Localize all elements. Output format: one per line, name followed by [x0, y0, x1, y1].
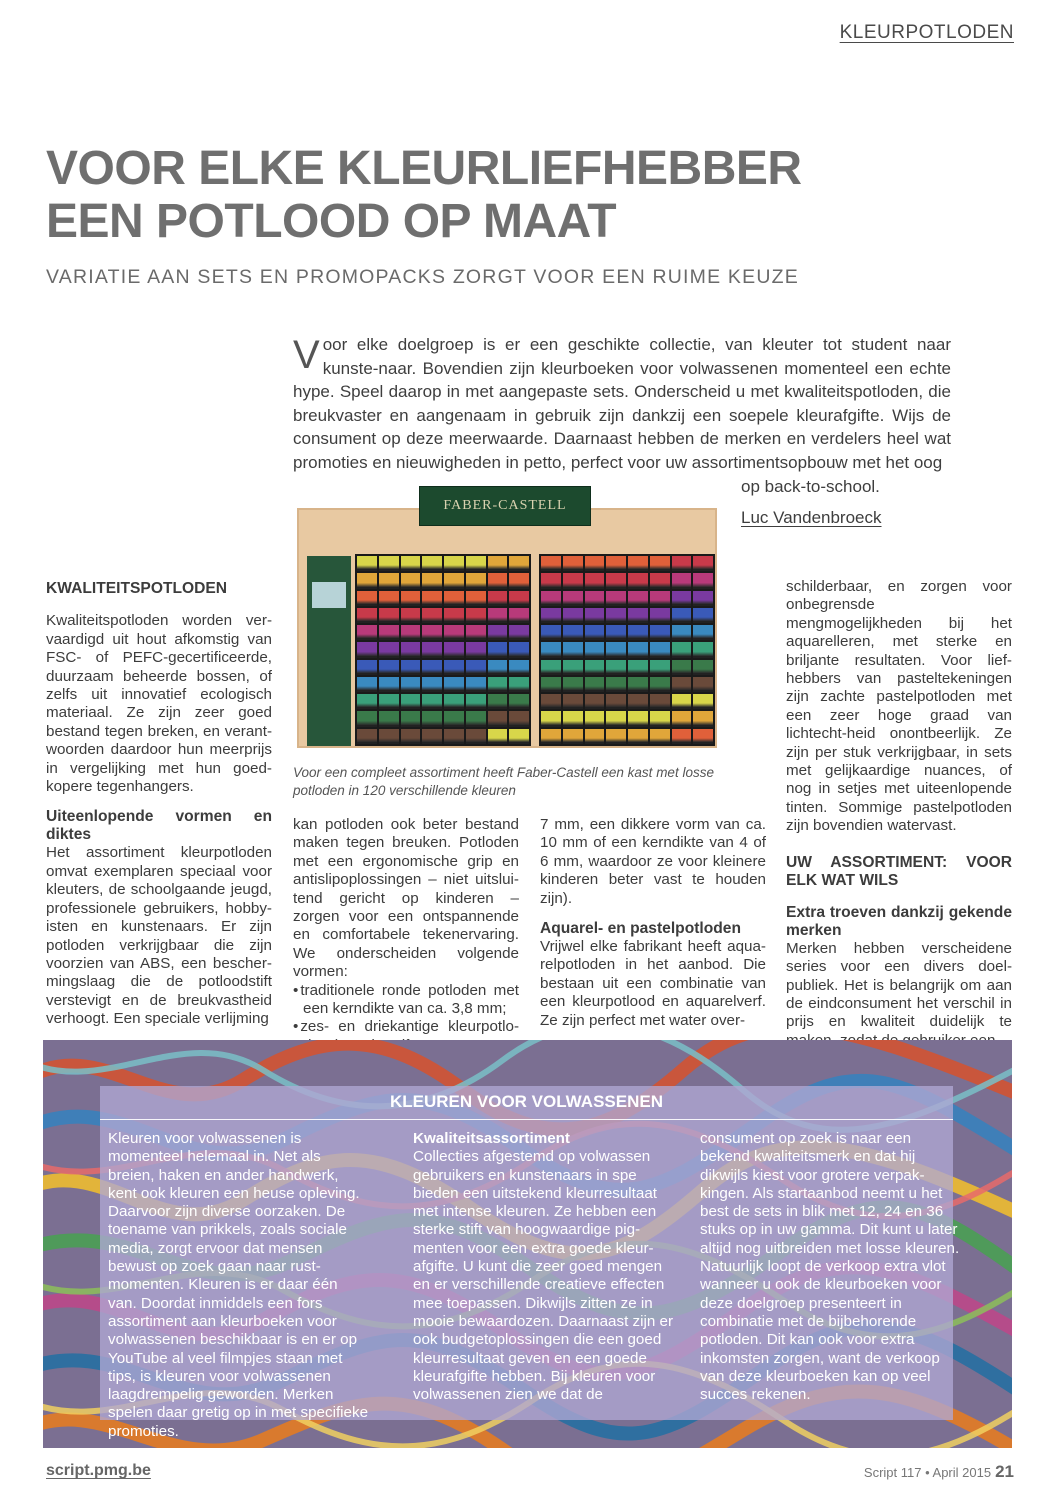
pencil-slot: [357, 729, 377, 744]
pencil-slot: [422, 573, 442, 588]
pencil-slot: [541, 711, 561, 726]
pencil-slot: [585, 660, 605, 675]
pencil-slot: [672, 677, 692, 692]
boxout-column-3: [700, 1130, 962, 1404]
pencil-slot: [563, 642, 583, 657]
pencil-slot: [509, 642, 529, 657]
pencil-slot: [563, 573, 583, 588]
pencil-slot: [650, 660, 670, 675]
pencil-slot: [563, 625, 583, 640]
pencil-slot: [401, 573, 421, 588]
headline-line-2: EEN POTLOOD OP MAAT: [46, 195, 617, 248]
pencil-slot: [585, 694, 605, 709]
pencil-slot: [693, 729, 713, 744]
pencil-slot: [628, 729, 648, 744]
pencil-slot: [466, 625, 486, 640]
pencil-slot: [650, 608, 670, 623]
pencil-slot: [379, 677, 399, 692]
pencil-slot: [379, 625, 399, 640]
list-item: • traditionele ronde potloden met een kerndikte van ca. 3,8 mm;: [293, 982, 519, 1019]
pencil-slot: [444, 591, 464, 606]
pencil-slot: [541, 556, 561, 571]
pencil-slot: [466, 591, 486, 606]
paragraph: Vrijwel elke fabrikant heeft aqua-relpotloden in het aanbod. Die bestaan uit een combinatie van een kleurpotlood en aquarelverf. Ze zijn perfect met water over-: [540, 938, 766, 1029]
pencil-slot: [488, 729, 508, 744]
pencil-slot: [672, 711, 692, 726]
pencil-slot: [401, 591, 421, 606]
issue-label: Script 117 • April 2015: [863, 1465, 992, 1480]
pencil-slot: [379, 608, 399, 623]
subheading: Aquarel- en pastelpotloden: [540, 920, 742, 938]
pencil-slot: [357, 591, 377, 606]
pencil-slot: [509, 694, 529, 709]
column-1: [46, 580, 272, 1029]
pencil-slot: [401, 711, 421, 726]
pencil-slot: [466, 556, 486, 571]
pencil-slot: [466, 677, 486, 692]
pencil-slot: [379, 729, 399, 744]
page-number: 21: [995, 1462, 1014, 1481]
pencil-slot: [444, 694, 464, 709]
intro-paragraph: [293, 333, 951, 475]
boxout-panel: [100, 1086, 960, 1440]
pencil-slot: [563, 711, 583, 726]
heading-assortiment: UW ASSORTIMENT: VOOR ELK WAT WILS: [786, 853, 1012, 889]
pencil-slot: [650, 556, 670, 571]
pencil-slot: [672, 591, 692, 606]
pencil-slot: [444, 556, 464, 571]
pencil-slot: [488, 573, 508, 588]
pencil-slot: [606, 642, 626, 657]
drop-cap: V: [293, 333, 320, 377]
paragraph: schilderbaar, en zorgen voor onbegrensde mengmogelijkheden bij het aquarelleren, met sterke en briljante resultaten. Voor lief-hebbers van pasteltekeningen zijn zachte pastelpotloden met een zeer hoge graad van lichtecht-heid onontbeerlijk. Ze zijn per stuk verkrijgbaar, in sets met gelijkaardige nuances, of nog in setjes met uiteenlopende tinten. Sommige pastelpotloden zijn bovendien watervast.: [786, 578, 1012, 835]
pencil-slot: [422, 660, 442, 675]
pencil-slot: [650, 642, 670, 657]
pencil-slot: [563, 556, 583, 571]
pencil-slot: [585, 677, 605, 692]
pencil-slot: [488, 660, 508, 675]
pencil-slot: [509, 591, 529, 606]
pencil-slot: [628, 591, 648, 606]
pencil-slot: [422, 677, 442, 692]
pencil-slot: [541, 660, 561, 675]
pencil-slot: [585, 642, 605, 657]
pencil-slot: [379, 556, 399, 571]
pencil-slot: [585, 625, 605, 640]
pencil-slot: [509, 711, 529, 726]
pencil-slot: [628, 677, 648, 692]
pencil-slot: [650, 591, 670, 606]
pencil-slot: [541, 608, 561, 623]
pencil-grid-right: [539, 554, 715, 746]
paragraph: Merken hebben verscheidene series voor een divers doel-publiek. Het is belangrijk om aan de eindconsument het verschil in prijs en kwaliteit duidelijk te: [786, 939, 1012, 1031]
pencil-slot: [650, 729, 670, 744]
pencil-slot: [541, 729, 561, 744]
pencil-slot: [401, 556, 421, 571]
pencil-slot: [357, 660, 377, 675]
pencil-slot: [585, 711, 605, 726]
headline: [46, 142, 846, 248]
pencil-slot: [357, 573, 377, 588]
pencil-slot: [650, 625, 670, 640]
paragraph: Kleuren voor volwassenen is momenteel helemaal in. Net als breien, haken en ander handwerk, kent ook kleuren een heuse opleving. Daarvoor zijn diverse oorzaken. De toename van prikkels, zoals sociale media, zorgt ervoor dat mensen bewust op zoek gaan naar rust-momenten. Kleuren is er daar één van. Doordat inmiddels een fors assortiment aan kleurboeken voor volwassenen beschikbaar is en er op YouTube al veel filmpjes staan met tips, is kleuren voor volwassenen laagdrempelig geworden. Merken spelen daar gretig op in met specifieke promoties.: [108, 1130, 369, 1440]
subheadline: VARIATIE AAN SETS EN PROMOPACKS ZORGT VOOR EEN RUIME KEUZE: [46, 266, 799, 288]
column-2: [293, 816, 519, 1055]
column-3: [540, 816, 766, 1030]
pencil-slot: [466, 642, 486, 657]
pencil-slot: [672, 694, 692, 709]
paragraph: Collecties afgestemd op volwassen gebruikers en kunstenaars in spe bieden een uitstekend kleurresultaat met intense kleuren. Ze hebben een sterke stift van hoogwaardige pig-menten voor een extra goede kleur-afgifte. U kunt die zeer goed mengen en er verschillende creatieve effecten mee toepassen. Dikwijls zitten ze in mooie bewaardozen. Daarnaast zijn er ook budgetoplossingen die een goed kleurresultaat geven en een goede kleurafgifte hebben. Bij kleuren voor volwassenen zien we dat de: [413, 1148, 674, 1404]
pencil-slot: [606, 677, 626, 692]
pencil-slot: [422, 642, 442, 657]
pencil-slot: [563, 729, 583, 744]
pencil-slot: [509, 556, 529, 571]
paragraph: 7 mm, een dikkere vorm van ca. 10 mm of een kerndikte van 4 of 6 mm, waardoor ze voor kleinere kinderen beter vast te houden zijn).: [540, 816, 766, 907]
pencil-slot: [401, 660, 421, 675]
pencil-slot: [650, 573, 670, 588]
pencil-slot: [628, 694, 648, 709]
boxout-coloring: [43, 1040, 1012, 1448]
pencil-slot: [672, 556, 692, 571]
boxout-column-2: [413, 1130, 675, 1404]
pencil-slot: [401, 608, 421, 623]
pencil-slot: [444, 660, 464, 675]
pencil-slot: [628, 660, 648, 675]
column-4: [786, 578, 1012, 1050]
paragraph: kan potloden ook beter bestand maken tegen breuken. Potloden met een ergonomische grip en antislipoplossingen – niet uitslui-tend gericht op kinderen – zorgen voor een ontspannende en comfortabele tekenervaring. We onderscheiden volgende vormen:: [293, 816, 519, 981]
boxout-title: KLEUREN VOOR VOLWASSENEN: [390, 1092, 663, 1111]
intro-tail: op back-to-school.: [741, 477, 880, 496]
pencil-slot: [563, 694, 583, 709]
pencil-slot: [509, 573, 529, 588]
pencil-slot: [606, 608, 626, 623]
pencil-slot: [563, 591, 583, 606]
pencil-slot: [606, 694, 626, 709]
boxout-column-1: [108, 1130, 370, 1441]
pencil-slot: [422, 608, 442, 623]
pencil-slot: [585, 608, 605, 623]
pencil-slot: [401, 625, 421, 640]
pencil-slot: [509, 608, 529, 623]
pencil-slot: [509, 729, 529, 744]
pencil-slot: [693, 625, 713, 640]
pencil-slot: [488, 711, 508, 726]
pencil-slot: [693, 660, 713, 675]
pencil-slot: [628, 642, 648, 657]
paragraph: Kwaliteitspotloden worden ver-vaardigd uit hout afkomstig van FSC- of PEFC-gecertificeerde, duurzaam beheerde bossen, of zelfs uit innovatief ecologisch materiaal. Ze zijn zeer goed bestand tegen breken, en verant-woorden daardoor hun meerprijs in vergelijking met hun goed-kopere tegenhangers.: [46, 612, 272, 796]
display-cabinet-photo: [293, 486, 719, 756]
pencil-slot: [422, 729, 442, 744]
pencil-slot: [563, 677, 583, 692]
subheading: Extra troeven dankzij gekende merken: [786, 903, 1012, 939]
headline-line-1: VOOR ELKE KLEURLIEFHEBBER: [46, 142, 802, 195]
pencil-slot: [693, 711, 713, 726]
pencil-slot: [541, 694, 561, 709]
pencil-slot: [585, 729, 605, 744]
pencil-slot: [585, 556, 605, 571]
pencil-slot: [357, 711, 377, 726]
pencil-slot: [401, 729, 421, 744]
intro-text: oor elke doelgroep is er een geschikte collectie, van kleuter tot student naar kunste-naar. Bovendien zijn kleurboeken voor volwassenen momenteel een echte hype. Speel daarop in met aangepaste sets. Onderscheid u met kwaliteitspotloden, die breukvaster en aangenaam in gebruik zijn dankzij een soepele kleurafgifte. Wijs de consument op deze meerwaarde. Daarnaast hebben de merken en verdelers heel wat promoties en nieuwigheden in petto, perfect voor uw assortimentsopbouw met het oog: [293, 335, 951, 472]
pencil-slot: [606, 625, 626, 640]
pencil-slot: [693, 573, 713, 588]
pencil-slot: [401, 694, 421, 709]
pencil-slot: [401, 642, 421, 657]
pencil-slot: [379, 694, 399, 709]
pencil-slot: [606, 729, 626, 744]
pencil-slot: [488, 694, 508, 709]
brand-sign: FABER-CASTELL: [419, 486, 591, 526]
pencil-slot: [401, 677, 421, 692]
pencil-slot: [422, 625, 442, 640]
pencil-slot: [488, 642, 508, 657]
pencil-slot: [541, 625, 561, 640]
pencil-slot: [650, 694, 670, 709]
pencil-slot: [650, 711, 670, 726]
footer-issue: [864, 1462, 1014, 1482]
pencil-slot: [422, 694, 442, 709]
pencil-slot: [606, 660, 626, 675]
pencil-slot: [422, 556, 442, 571]
pencil-slot: [628, 608, 648, 623]
pencil-slot: [509, 625, 529, 640]
heading-kwaliteitspotloden: KWALITEITSPOTLODEN: [46, 580, 228, 597]
boxout-subheading: Kwaliteitsassortiment: [413, 1130, 570, 1147]
pencil-slot: [444, 642, 464, 657]
list-item: • zes- en driekantige kleurpotlo-: [293, 1018, 519, 1055]
panel-artwork: [312, 582, 346, 608]
pencil-slot: [509, 660, 529, 675]
pencil-slot: [672, 608, 692, 623]
pencil-slot: [444, 729, 464, 744]
pencil-slot: [628, 625, 648, 640]
cabinet-side-panel: [307, 556, 351, 746]
pencil-slot: [488, 591, 508, 606]
pencil-slot: [541, 573, 561, 588]
pencil-slot: [628, 573, 648, 588]
pencil-slot: [466, 608, 486, 623]
divider: [100, 1119, 953, 1120]
pencil-slot: [693, 608, 713, 623]
pencil-slot: [488, 625, 508, 640]
pencil-slot: [672, 573, 692, 588]
pencil-slot: [693, 556, 713, 571]
pencil-slot: [563, 608, 583, 623]
pencil-slot: [606, 573, 626, 588]
pencil-slot: [444, 573, 464, 588]
pencil-slot: [585, 573, 605, 588]
pencil-slot: [357, 677, 377, 692]
pencil-slot: [606, 556, 626, 571]
pencil-slot: [488, 556, 508, 571]
pencil-grid-left: [355, 554, 531, 746]
pencil-slot: [585, 591, 605, 606]
paragraph: Het assortiment kleurpotloden omvat exemplaren speciaal voor kleuters, de schoolgaande jeugd, professionele gebruikers, hobby-isten en kunstenaars. Er zijn potloden verkrijgbaar die zijn voorzien van ABS, een bescher-mingslaag die de potloodstift verstevigt en de breukvastheid verhoogt. Een speciale verlijming: [46, 844, 272, 1028]
pencil-slot: [466, 573, 486, 588]
pencil-slot: [672, 660, 692, 675]
pencil-slot: [672, 642, 692, 657]
pencil-slot: [628, 711, 648, 726]
pencil-slot: [357, 625, 377, 640]
pencil-slot: [563, 660, 583, 675]
footer-website: script.pmg.be: [46, 1462, 151, 1479]
photo-caption: Voor een compleet assortiment heeft Faber-Castell een kast met losse potloden in 120 verschillende kleuren: [293, 765, 714, 798]
author-byline: Luc Vandenbroeck: [741, 508, 882, 527]
pencil-slot: [672, 729, 692, 744]
pencil-slot: [357, 556, 377, 571]
cabinet-body: [297, 508, 717, 748]
pencil-slot: [541, 591, 561, 606]
pencil-slot: [509, 677, 529, 692]
pencil-slot: [693, 694, 713, 709]
pencil-slot: [444, 711, 464, 726]
pencil-slot: [628, 556, 648, 571]
pencil-slot: [357, 694, 377, 709]
pencil-slot: [422, 591, 442, 606]
pencil-slot: [379, 591, 399, 606]
pencil-slot: [466, 711, 486, 726]
pencil-slot: [444, 677, 464, 692]
pencil-slot: [693, 677, 713, 692]
pencil-slot: [693, 591, 713, 606]
pencil-slot: [606, 711, 626, 726]
pencil-slot: [541, 642, 561, 657]
pencil-slot: [444, 608, 464, 623]
section-tag: KLEURPOTLODEN: [839, 22, 1014, 43]
pencil-slot: [379, 642, 399, 657]
pencil-slot: [606, 591, 626, 606]
pencil-slot: [488, 677, 508, 692]
paragraph: consument op zoek is naar een bekend kwaliteitsmerk en dat hij dikwijls kiest voor grotere verpak-kingen. Als startaanbod neemt u het best de sets in blik met 12, 24 en 36 stuks op in uw gamma. Dit kunt u later altijd nog uitbreiden met losse kleuren. Natuurlijk loopt de verkoop extra vlot wanneer u ook de kleurboeken voor deze doelgroep presenteert in combinatie met de bijbehorende potloden. Dit kan ook voor extra inkomsten zorgen, want de verkoop van deze kleurboeken kan op veel succes rekenen.: [700, 1130, 960, 1404]
pencil-slot: [693, 642, 713, 657]
pencil-slot: [466, 660, 486, 675]
pencil-slot: [672, 625, 692, 640]
pencil-slot: [379, 573, 399, 588]
pencil-slot: [650, 677, 670, 692]
pencil-slot: [357, 642, 377, 657]
pencil-slot: [357, 608, 377, 623]
pencil-slot: [466, 729, 486, 744]
pencil-slot: [444, 625, 464, 640]
pencil-slot: [379, 711, 399, 726]
pencil-slot: [422, 711, 442, 726]
pencil-slot: [488, 608, 508, 623]
subheading: Uiteenlopende vormen en diktes: [46, 808, 272, 844]
pencil-slot: [541, 677, 561, 692]
pencil-slot: [379, 660, 399, 675]
pencil-slot: [466, 694, 486, 709]
